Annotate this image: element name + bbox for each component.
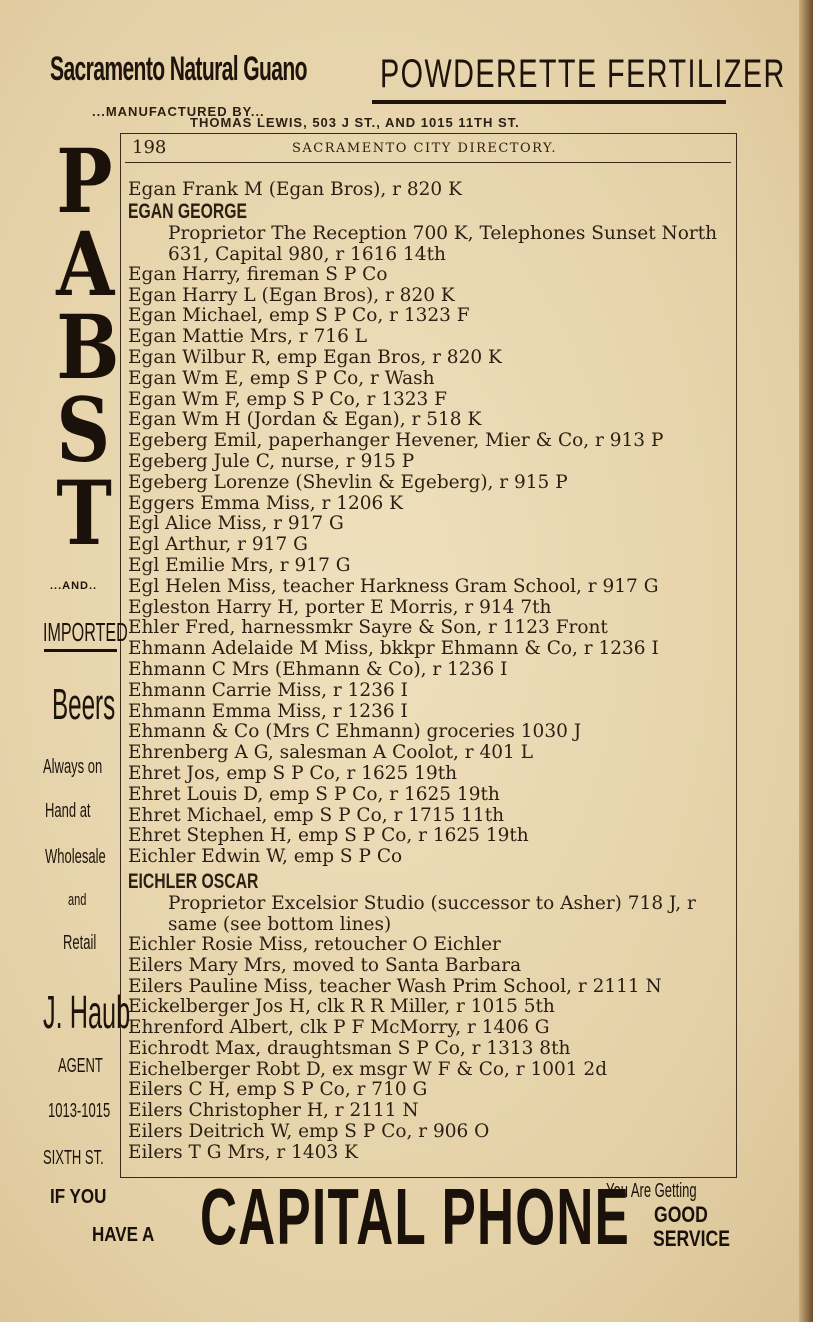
directory-entry: Ehret Michael, emp S P Co, r 1715 11th xyxy=(128,804,505,826)
sidebar-and-2: and xyxy=(68,890,87,909)
frame-top-line xyxy=(120,133,736,134)
footer-good: GOOD xyxy=(654,1202,708,1227)
footer-have-a: HAVE A xyxy=(92,1224,155,1246)
featured-entry-detail xyxy=(128,223,734,265)
directory-entry: Ehret Jos, emp S P Co, r 1625 19th xyxy=(128,762,458,784)
directory-entry: Eilers Pauline Miss, teacher Wash Prim School, r 2111 N xyxy=(128,975,662,997)
directory-entry: Egl Helen Miss, teacher Harkness Gram School, r 917 G xyxy=(128,575,659,597)
brand-letter: P xyxy=(56,129,113,233)
page-number: 198 xyxy=(132,137,167,158)
directory-entry: Eickelberger Jos H, clk R R Miller, r 1015 5th xyxy=(128,996,555,1018)
footer-you-are-getting: You Are Getting xyxy=(606,1180,697,1202)
sidebar-always-on: Always on xyxy=(43,756,103,778)
directory-entry: Egl Emilie Mrs, r 917 G xyxy=(128,554,351,576)
sidebar-imported: IMPORTED xyxy=(43,617,128,647)
directory-entry: Eilers C H, emp S P Co, r 710 G xyxy=(128,1079,428,1101)
directory-entry: Ehmann Emma Miss, r 1236 I xyxy=(128,700,408,722)
brand-letter: A xyxy=(56,212,115,316)
sidebar-and: ...AND.. xyxy=(50,580,98,592)
directory-entry: Ehret Stephen H, emp S P Co, r 1625 19th xyxy=(128,825,529,847)
running-head: SACRAMENTO CITY DIRECTORY. xyxy=(292,141,558,156)
directory-entry: Egl Alice Miss, r 917 G xyxy=(128,513,344,535)
brand-letter: S xyxy=(56,378,111,482)
sidebar-hand-at: Hand at xyxy=(45,800,91,822)
directory-entry: Eggers Emma Miss, r 1206 K xyxy=(128,492,403,514)
directory-entry: Egan Wm H (Jordan & Egan), r 518 K xyxy=(128,409,482,431)
header-maker: THOMAS LEWIS, 503 J ST., AND 1015 11TH ST. xyxy=(190,115,520,130)
sidebar-retail: Retail xyxy=(63,932,97,954)
directory-entry: Eichrodt Max, draughtsman S P Co, r 1313 8th xyxy=(128,1037,571,1059)
directory-entry: Egan Harry, fireman S P Co xyxy=(128,263,388,285)
directory-entry: Eilers Deitrich W, emp S P Co, r 906 O xyxy=(128,1121,490,1143)
directory-entry: Egeberg Jule C, nurse, r 915 P xyxy=(128,450,415,472)
featured-entry-detail xyxy=(128,893,734,935)
directory-entry: Egeberg Emil, paperhanger Hevener, Mier & Co, r 913 P xyxy=(128,430,664,452)
page-edge xyxy=(799,0,813,1322)
brand-letter: T xyxy=(56,461,112,565)
sidebar-agent-name: J. Haub xyxy=(43,986,131,1038)
directory-entry: Egan Michael, emp S P Co, r 1323 F xyxy=(128,305,470,327)
header-rule xyxy=(372,100,726,104)
directory-entry: Ehmann & Co (Mrs C Ehmann) groceries 1030 J xyxy=(128,721,582,743)
directory-entry: Egan Wm F, emp S P Co, r 1323 F xyxy=(128,388,447,410)
footer-service: SERVICE xyxy=(653,1226,730,1251)
featured-entry-name: EICHLER OSCAR xyxy=(128,869,259,893)
brand-letter: B xyxy=(56,295,120,399)
sidebar-agent: AGENT xyxy=(58,1055,103,1077)
sidebar-brand xyxy=(52,129,120,565)
footer-capital-phone: CAPITAL PHONE xyxy=(200,1172,631,1261)
frame-right-line xyxy=(736,133,737,1178)
featured-entry-detail-line: same (see bottom lines) xyxy=(168,913,392,935)
directory-entry: Egan Wilbur R, emp Egan Bros, r 820 K xyxy=(128,346,502,368)
directory-entry: Ehret Louis D, emp S P Co, r 1625 19th xyxy=(128,783,500,805)
sidebar-address-street: SIXTH ST. xyxy=(43,1147,104,1169)
directory-entry: Egl Arthur, r 917 G xyxy=(128,534,308,556)
directory-entry: Ehmann Carrie Miss, r 1236 I xyxy=(128,679,408,701)
sidebar-beers: Beers xyxy=(52,680,116,729)
sidebar-wholesale: Wholesale xyxy=(45,846,106,868)
directory-entry: Egleston Harry H, porter E Morris, r 914 7th xyxy=(128,596,552,618)
directory-entries xyxy=(128,180,734,1164)
directory-entry: Ehmann Adelaide M Miss, bkkpr Ehmann & Co, r 1236 I xyxy=(128,638,659,660)
featured-entry-name: EGAN GEORGE xyxy=(128,199,248,223)
directory-entry: Eilers Mary Mrs, moved to Santa Barbara xyxy=(128,954,522,976)
directory-entry: Egan Mattie Mrs, r 716 L xyxy=(128,326,368,348)
header-ad-right-title: POWDERETTE FERTILIZER xyxy=(380,52,786,96)
directory-entry: Ehrenberg A G, salesman A Coolot, r 401 L xyxy=(128,742,533,764)
featured-entry-detail-line: 631, Capital 980, r 1616 14th xyxy=(168,243,446,265)
running-head-rule xyxy=(125,162,731,163)
directory-entry: Ehrenford Albert, clk P F McMorry, r 1406 G xyxy=(128,1017,550,1039)
sidebar-address-number: 1013-1015 xyxy=(48,1100,111,1122)
footer-if-you: IF YOU xyxy=(50,1186,107,1208)
header-ad-left-title: Sacramento Natural Guano xyxy=(50,50,307,88)
header-manufactured-by: ...MANUFACTURED BY... xyxy=(92,104,265,119)
sidebar-rule xyxy=(44,649,117,652)
directory-entry: Eilers T G Mrs, r 1403 K xyxy=(128,1141,358,1163)
directory-entry: Ehler Fred, harnessmkr Sayre & Son, r 1123 Front xyxy=(128,617,608,639)
directory-entry: Eichelberger Robt D, ex msgr W F & Co, r 1001 2d xyxy=(128,1058,608,1080)
directory-entry: Eilers Christopher H, r 2111 N xyxy=(128,1100,419,1122)
directory-entry: Egan Wm E, emp S P Co, r Wash xyxy=(128,367,435,389)
featured-entry-detail-line: Proprietor Excelsior Studio (successor to Asher) 718 J, r xyxy=(168,892,696,914)
directory-entry: Eichler Rosie Miss, retoucher O Eichler xyxy=(128,933,501,955)
featured-entry-detail-line: Proprietor The Reception 700 K, Telephones Sunset North xyxy=(168,222,718,244)
directory-entry: Egeberg Lorenze (Shevlin & Egeberg), r 915 P xyxy=(128,471,568,493)
directory-entry: Egan Frank M (Egan Bros), r 820 K xyxy=(128,179,462,200)
directory-entry: Eichler Edwin W, emp S P Co xyxy=(128,846,403,868)
directory-entry: Egan Harry L (Egan Bros), r 820 K xyxy=(128,284,455,306)
directory-entry: Ehmann C Mrs (Ehmann & Co), r 1236 I xyxy=(128,658,508,680)
